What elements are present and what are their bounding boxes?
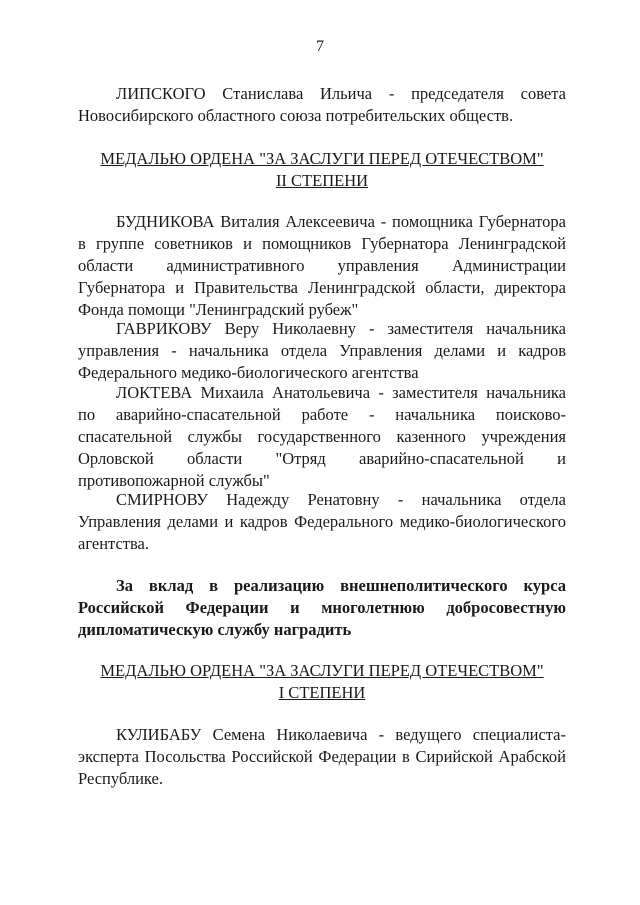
page-number: 7 (316, 38, 324, 55)
medal-heading-2-line1: МЕДАЛЬЮ ОРДЕНА "ЗА ЗАСЛУГИ ПЕРЕД ОТЕЧЕСТВОМ" (100, 149, 544, 168)
award-entry-gavrikova: ГАВРИКОВУ Веру Николаевну - заместителя начальника управления - начальника отдела Управления делами и кадров Федерального медико-биологического агентства (78, 319, 566, 382)
medal-heading-1-line2: I СТЕПЕНИ (278, 683, 366, 702)
award-entry-budnikov: БУДНИКОВА Виталия Алексеевича - помощника Губернатора в группе советников и помощников Губернатора Ленинградской области административного управления Администрации Губернатора и Правительства Ленинградской области, директора Фонда помощи "Ленинградский рубеж" (78, 212, 566, 319)
award-entry-lipsky: ЛИПСКОГО Станислава Ильича - председателя совета Новосибирского областного союза потребительских обществ. (78, 84, 566, 125)
award-entry-kulibaba: КУЛИБАБУ Семена Николаевича - ведущего специалиста-эксперта Посольства Российской Федерации в Сирийской Арабской Республике. (78, 725, 566, 788)
medal-heading-2-line2: II СТЕПЕНИ (275, 171, 369, 190)
award-entry-smirnova: СМИРНОВУ Надежду Ренатовну - начальника отдела Управления делами и кадров Федерального медико-биологического агентства. (78, 490, 566, 553)
award-entry-loktev: ЛОКТЕВА Михаила Анатольевича - заместителя начальника по аварийно-спасательной работе - начальника поисково-спасательной службы государственного казенного учреждения Орловской области "Отряд аварийно-спасательной и противопожарной службы" (78, 383, 566, 490)
medal-heading-1-line1: МЕДАЛЬЮ ОРДЕНА "ЗА ЗАСЛУГИ ПЕРЕД ОТЕЧЕСТВОМ" (100, 661, 544, 680)
decree-statement: За вклад в реализацию внешнеполитического курса Российской Федерации и многолетнюю добросовестную дипломатическую службу наградить (78, 576, 566, 639)
